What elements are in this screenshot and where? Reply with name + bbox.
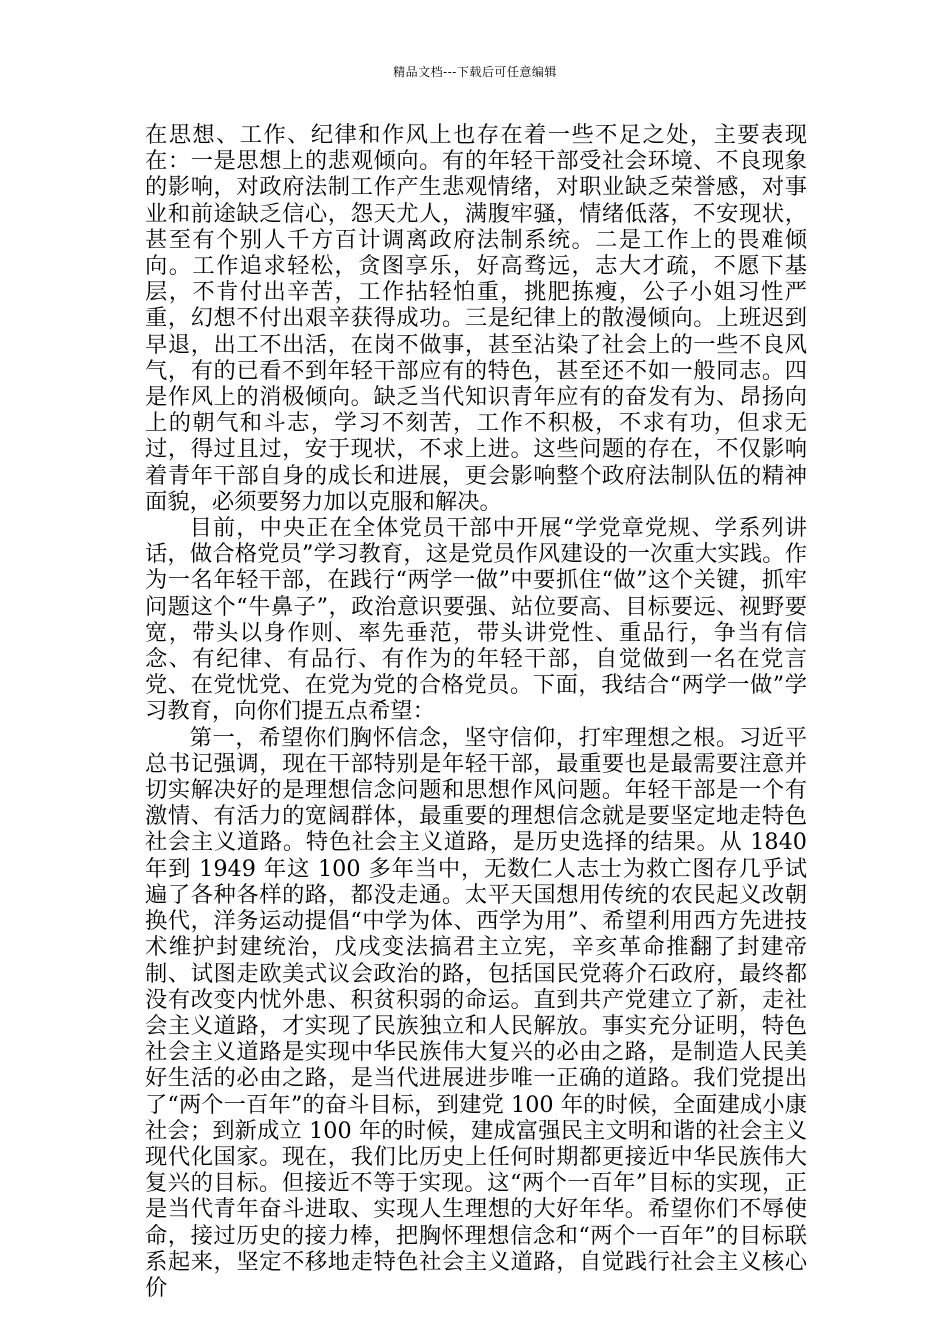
document-body <box>145 122 807 1301</box>
paragraph-first-hope: 第一，希望你们胸怀信念，坚守信仰，打牢理想之根。习近平总书记强调，现在干部特别是年轻干部，最重要也是最需要注意并切实解决好的是理想信念问题和思想作风问题。年轻干部是一个有激情、有活力的宽阔群体，最重要的理想信念就是要坚定地走特色社会主义道路。特色社会主义道路，是历史选择的结果。从 1840 年到 1949 年这 100 多年当中，无数仁人志士为救亡图存几乎试遍了各种各样的路，都没走通。太平天国想用传统的农民起义改朝换代，洋务运动提倡“中学为体、西学为用”、希望利用西方先进技术维护封建统治，戊戌变法搞君主立宪，辛亥革命推翻了封建帝制、试图走欧美式议会政治的路，包括国民党蒋介石政府，最终都没有改变内忧外患、积贫积弱的命运。直到共产党建立了新，走社会主义道路，才实现了民族独立和人民解放。事实充分证明，特色社会主义道路是实现中华民族伟大复兴的必由之路，是制造人民美好生活的必由之路，是当代进展进步唯一正确的道路。我们党提出了“两个一百年”的奋斗目标，到建党 100 年的时候，全面建成小康社会；到新成立 100 年的时候，建成富强民主文明和谐的社会主义现代化国家。现在，我们比历史上任何时期都更接近中华民族伟大复兴的目标。但接近不等于实现。这“两个一百年”目标的实现，正是当代青年奋斗进取、实现人生理想的大好年华。希望你们不辱使命，接过历史的接力棒，把胸怀理想信念和“两个一百年”的目标联系起来，坚定不移地走特色社会主义道路，自觉践行社会主义核心价 <box>145 724 807 1301</box>
page-header: 精品文档---下载后可任意编辑 <box>393 65 557 79</box>
paragraph-shortcomings: 在思想、工作、纪律和作风上也存在着一些不足之处，主要表现在：一是思想上的悲观倾向。有的年轻干部受社会环境、不良现象的影响，对政府法制工作产生悲观情绪，对职业缺乏荣誉感，对事业和前途缺乏信心，怨天尤人，满腹牢骚，情绪低落，不安现状，甚至有个别人千方百计调离政府法制系统。二是工作上的畏难倾向。工作追求轻松，贪图享乐，好高骛远，志大才疏，不愿下基层，不肯付出辛苦，工作拈轻怕重，挑肥拣瘦，公子小姐习性严重，幻想不付出艰辛获得成功。三是纪律上的散漫倾向。上班迟到早退，出工不出活，在岗不做事，甚至沾染了社会上的一些不良风气，有的已看不到年轻干部应有的特色，甚至还不如一般同志。四是作风上的消极倾向。缺乏当代知识青年应有的奋发有为、昂扬向上的朝气和斗志，学习不刻苦，工作不积极，不求有功，但求无过，得过且过，安于现状，不求上进。这些问题的存在，不仅影响着青年干部自身的成长和进展，更会影响整个政府法制队伍的精神面貌，必须要努力加以克服和解决。 <box>145 122 807 515</box>
paragraph-two-studies-one-action: 目前，中央正在全体党员干部中开展“学党章党规、学系列讲话，做合格党员”学习教育，这是党员作风建设的一次重大实践。作为一名年轻干部，在践行“两学一做”中要抓住“做”这个关键，抓牢问题这个“牛鼻子”，政治意识要强、站位要高、目标要远、视野要宽，带头以身作则、率先垂范，带头讲党性、重品行，争当有信念、有纪律、有品行、有作为的年轻干部，自觉做到一名在党言党、在党忧党、在党为党的合格党员。下面，我结合“两学一做”学习教育，向你们提五点希望： <box>145 515 807 725</box>
